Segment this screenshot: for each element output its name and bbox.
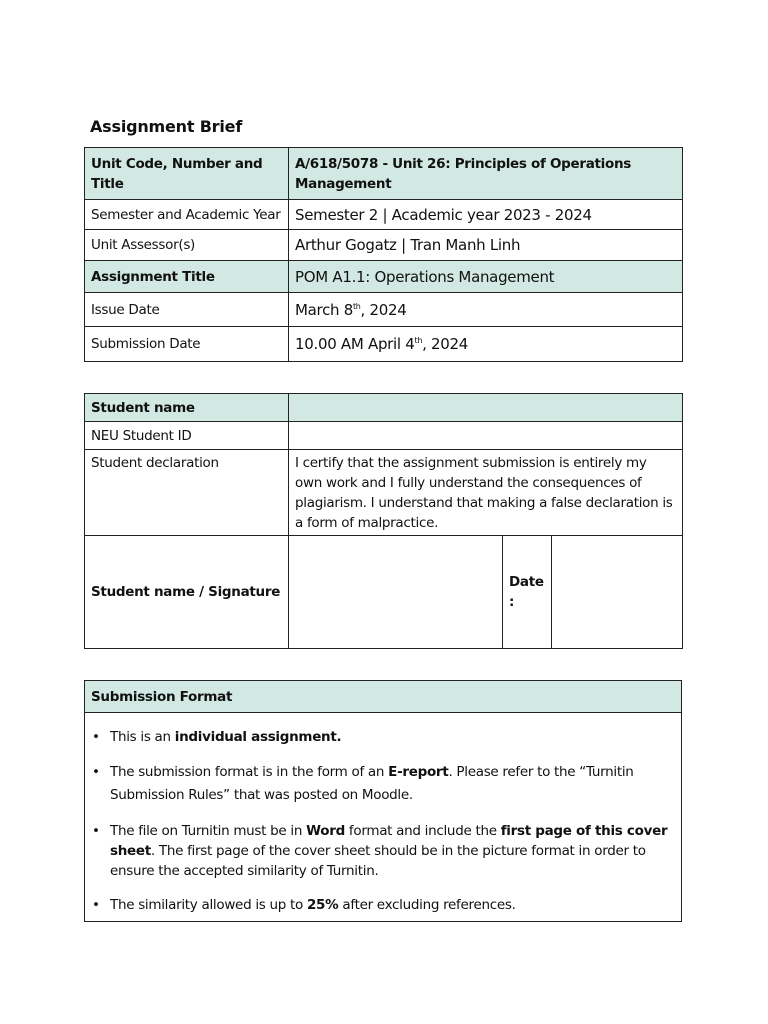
declaration-text: I certify that the assignment submission is entirely my own work and I fully understand the consequences of plagiarism. I understand that making a false declaration is a form of malpractice. <box>289 450 683 536</box>
bullet-icon: • <box>92 764 100 780</box>
signature-row <box>85 536 683 649</box>
unit-label: Unit Code, Number and Title <box>85 148 289 200</box>
bullet-icon: • <box>92 823 100 839</box>
bullet-icon: • <box>92 897 100 913</box>
issue-date-label: Issue Date <box>85 293 289 327</box>
submission-format-table <box>84 680 682 922</box>
declaration-row <box>85 450 683 536</box>
student-name-row <box>85 394 683 422</box>
format-header: Submission Format <box>85 681 682 713</box>
semester-row <box>85 200 683 230</box>
unit-row <box>85 148 683 200</box>
signature-field[interactable] <box>289 536 503 649</box>
student-id-field[interactable] <box>289 422 683 450</box>
student-id-row <box>85 422 683 450</box>
format-bullet-list <box>85 713 681 921</box>
format-body <box>85 713 682 922</box>
unit-value: A/618/5078 - Unit 26: Principles of Operations Management <box>289 148 683 200</box>
assessor-row <box>85 230 683 261</box>
semester-value: Semester 2 | Academic year 2023 - 2024 <box>289 200 683 230</box>
bullet-icon: • <box>92 729 100 745</box>
assignment-title-label: Assignment Title <box>85 261 289 293</box>
submission-date-label: Submission Date <box>85 327 289 362</box>
assessor-label: Unit Assessor(s) <box>85 230 289 261</box>
list-item: • The file on Turnitin must be in Word format and include the first page of this cover sheet. The first page of the cover sheet should be in the picture format in order to ensure the accepted similarity of Turnitin. <box>92 823 668 879</box>
date-label: Date : <box>503 536 552 649</box>
signature-label: Student name / Signature <box>85 536 289 649</box>
student-id-label: NEU Student ID <box>85 422 289 450</box>
list-item: • The similarity allowed is up to 25% after excluding references. <box>92 897 516 913</box>
page-title: Assignment Brief <box>90 117 243 136</box>
declaration-label: Student declaration <box>85 450 289 536</box>
date-field[interactable] <box>552 536 683 649</box>
list-item: • The submission format is in the form of an E-report. Please refer to the “Turnitin Submission Rules” that was posted on Moodle. <box>110 761 671 807</box>
submission-date-value: 10.00 AM April 4th, 2024 <box>289 327 683 362</box>
format-body-row <box>85 713 682 922</box>
list-item: • This is an individual assignment. <box>92 729 342 745</box>
issue-date-row <box>85 293 683 327</box>
assignment-title-row <box>85 261 683 293</box>
student-name-label: Student name <box>85 394 289 422</box>
format-header-row <box>85 681 682 713</box>
assessor-value: Arthur Gogatz | Tran Manh Linh <box>289 230 683 261</box>
assignment-brief-table <box>84 147 683 362</box>
issue-date-value: March 8th, 2024 <box>289 293 683 327</box>
student-name-field[interactable] <box>289 394 683 422</box>
submission-date-row <box>85 327 683 362</box>
student-declaration-table <box>84 393 683 649</box>
assignment-title-value: POM A1.1: Operations Management <box>289 261 683 293</box>
semester-label: Semester and Academic Year <box>85 200 289 230</box>
